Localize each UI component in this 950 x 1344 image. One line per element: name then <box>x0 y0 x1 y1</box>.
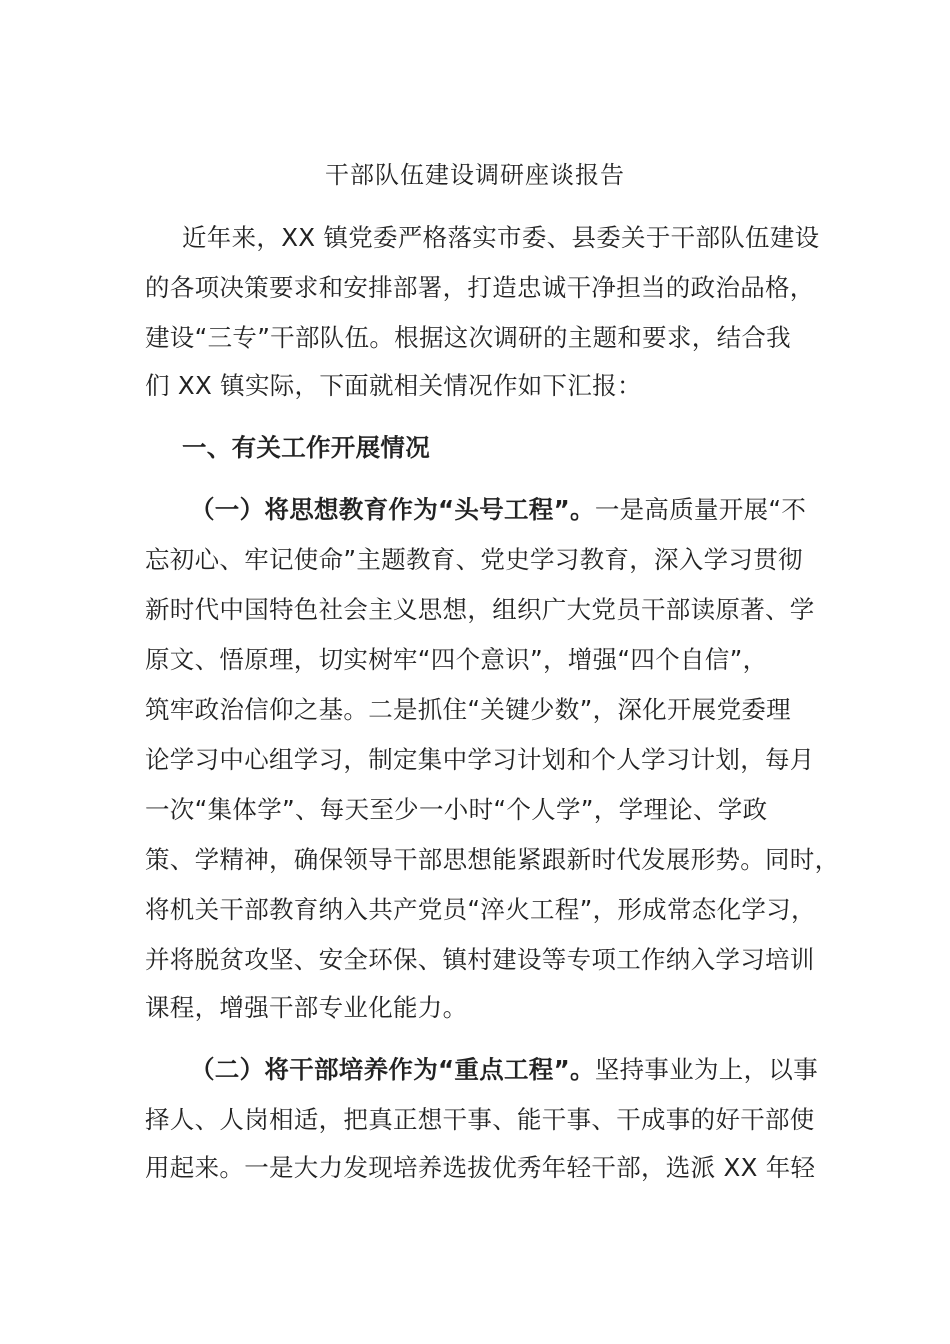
intro-line: 近年来，XX 镇党委严格落实市委、县委关于干部队伍建设 <box>182 223 820 252</box>
intro-line: 的各项决策要求和安排部署，打造忠诚干净担当的政治品格， <box>145 273 815 302</box>
body-line: 论学习中心组学习，制定集中学习计划和个人学习计划，每月 <box>145 745 815 774</box>
intro-line: 们 XX 镇实际，下面就相关情况作如下汇报： <box>145 371 642 400</box>
body-line: 并将脱贫攻坚、安全环保、镇村建设等专项工作纳入学习培训 <box>145 945 815 974</box>
subsection-first-line <box>190 1050 855 1090</box>
body-line: 新时代中国特色社会主义思想，组织广大党员干部读原著、学 <box>145 595 815 624</box>
body-line: 原文、悟原理，切实树牢“四个意识”，增强“四个自信”， <box>145 645 768 674</box>
body-line: 忘初心、牢记使命”主题教育、党史学习教育，深入学习贯彻 <box>145 545 803 574</box>
subsection-heading: （一）将思想教育作为“头号工程”。 <box>190 495 595 524</box>
body-line: 策、学精神，确保领导干部思想能紧跟新时代发展形势。同时， <box>145 845 840 874</box>
subsection-first-line <box>190 490 855 530</box>
body-line: 筑牢政治信仰之基。二是抓住“关键少数”，深化开展党委理 <box>145 695 791 724</box>
subsection-text: 一是高质量开展“不 <box>594 495 807 524</box>
subsection-text: 坚持事业为上，以事 <box>594 1055 819 1084</box>
section-heading: 一、有关工作开展情况 <box>182 433 430 462</box>
body-line: 用起来。一是大力发现培养选拔优秀年轻干部，选派 XX 年轻 <box>145 1153 816 1182</box>
body-line: 一次“集体学”、每天至少一小时“个人学”，学理论、学政 <box>145 795 768 824</box>
subsection-heading: （二）将干部培养作为“重点工程”。 <box>190 1055 595 1084</box>
body-line: 将机关干部教育纳入共产党员“淬火工程”，形成常态化学习， <box>145 895 816 924</box>
document-title: 干部队伍建设调研座谈报告 <box>325 161 625 189</box>
body-line: 课程，增强干部专业化能力。 <box>145 993 468 1022</box>
body-line: 择人、人岗相适，把真正想干事、能干事、干成事的好干部使 <box>145 1105 815 1134</box>
intro-line: 建设“三专”干部队伍。根据这次调研的主题和要求，结合我 <box>145 323 791 352</box>
